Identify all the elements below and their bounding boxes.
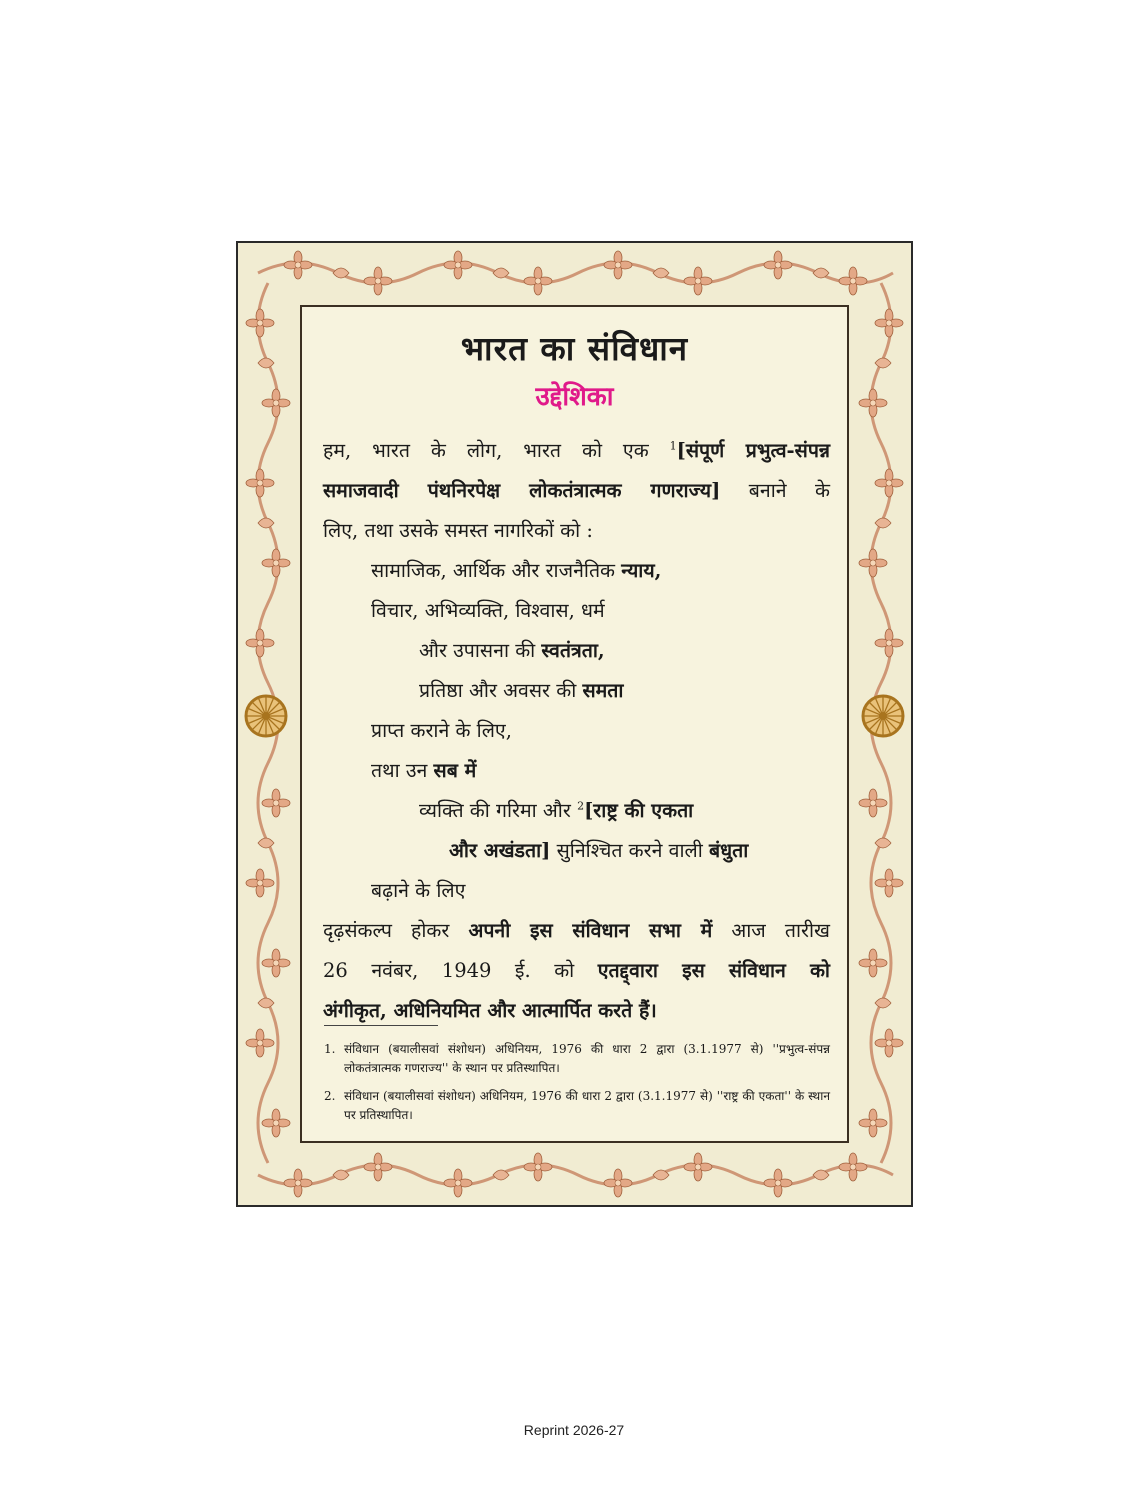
preamble-line: अंगीकृत, अधिनियमित और आत्मार्पित करते हैं। <box>323 999 657 1022</box>
preamble-line: दृढ़संकल्प होकर अपनी इस संविधान सभा में आज तारीख <box>323 919 830 942</box>
footnote-item <box>324 1040 830 1078</box>
preamble-line: तथा उन सब में <box>371 759 477 782</box>
ashoka-chakra-icon <box>860 693 906 739</box>
preamble-text <box>323 431 830 1031</box>
ashoka-chakra-icon <box>243 693 289 739</box>
preamble-line: और अखंडता] सुनिश्चित करने वाली बंधुता <box>449 839 749 862</box>
preamble-line: लिए, तथा उसके समस्त नागरिकों को : <box>323 519 593 542</box>
footnote-divider <box>324 1025 438 1026</box>
preamble-line: 26 नवंबर, 1949 ई. को एतद्द्वारा इस संविधान को <box>323 959 830 982</box>
footnote-ref: 1 <box>669 439 677 453</box>
preamble-line: और उपासना की स्वतंत्रता, <box>419 639 605 662</box>
preamble-line: प्राप्त कराने के लिए, <box>371 719 512 742</box>
footnote-number: 2. <box>324 1089 336 1103</box>
preamble-line: बढ़ाने के लिए <box>371 879 466 902</box>
footnotes <box>324 1040 830 1134</box>
preamble-line: हम, भारत के लोग, भारत को एक $^1$[संपूर्ण प्रभुत्व-संपन्न <box>323 439 831 462</box>
page-title: भारत का संविधान <box>460 329 689 368</box>
footnote-text: संविधान (बयालीसवां संशोधन) अधिनियम, 1976 की धारा 2 द्वारा (3.1.1977 से) ''प्रभुत्व-संपन्न लोकतंत्रात्मक गणराज्य'' के स्थान पर प्रतिस्थापित। <box>344 1042 830 1075</box>
preamble-line: विचार, अभिव्यक्ति, विश्वास, धर्म <box>371 599 605 622</box>
reprint-label: Reprint 2026-27 <box>523 1422 625 1438</box>
preamble-frame <box>236 241 913 1207</box>
footnote-number: 1. <box>324 1042 336 1056</box>
preamble-line: सामाजिक, आर्थिक और राजनैतिक न्याय, <box>371 559 662 582</box>
footnote-ref: 2 <box>577 799 585 813</box>
footnote-item <box>324 1087 830 1125</box>
footnote-text: संविधान (बयालीसवां संशोधन) अधिनियम, 1976 की धारा 2 द्वारा (3.1.1977 से) ''राष्ट्र की एकता'' के स्थान पर प्रतिस्थापित। <box>344 1089 830 1122</box>
preamble-panel <box>300 305 849 1143</box>
preamble-line: समाजवादी पंथनिरपेक्ष लोकतंत्रात्मक गणराज्य] बनाने के <box>323 479 830 502</box>
preamble-line: प्रतिष्ठा और अवसर की समता <box>419 679 624 702</box>
page-subtitle: उद्देशिका <box>535 382 614 412</box>
preamble-line: व्यक्ति की गरिमा और $^2$[राष्ट्र की एकता <box>419 799 694 822</box>
